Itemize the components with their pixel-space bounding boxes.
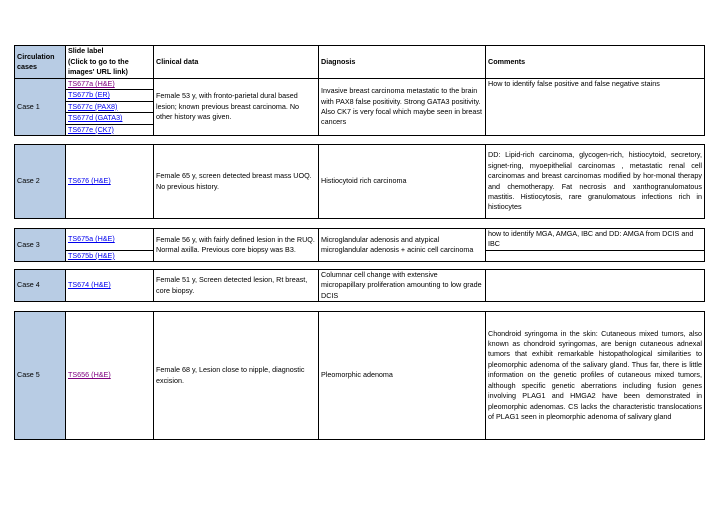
header-slide-label-hint: (Click to go to the images' URL link) [68,56,129,77]
case1-link-e[interactable] [66,124,154,135]
case1-comment: How to identify false positive and false negative stains [486,79,705,136]
case5-label: Case 5 [15,312,66,440]
slide-link[interactable]: TS677c (PAX8) [68,101,118,111]
case2-label: Case 2 [15,145,66,219]
case1-link-d[interactable] [66,113,154,124]
case4-link-cell[interactable] [66,270,154,302]
slide-link[interactable]: TS674 (H&E) [68,280,111,290]
case1-link-c[interactable] [66,101,154,112]
case3-link-b[interactable] [66,250,154,261]
table-row [15,270,705,302]
slide-link[interactable]: TS675b (H&E) [68,250,115,260]
case4-table [14,269,705,302]
header-circulation-cases: Circulation cases [15,46,66,79]
header-row [15,46,705,79]
case3-comment: how to identify MGA, AMGA, IBC and DD: AMGA from DCIS and IBC [486,229,705,251]
case2-diagnosis: Histiocytoid rich carcinoma [319,145,486,219]
slide-link[interactable]: TS676 (H&E) [68,176,111,186]
header-clinical-data: Clinical data [154,46,319,79]
slide-link[interactable]: TS677a (H&E) [68,79,115,88]
case3-diagnosis: Microglandular adenosis and atypical microglandular adenosis + acinic cell carcinoma [319,229,486,262]
case2-link-cell[interactable] [66,145,154,219]
case1-table [14,45,705,136]
case5-table [14,311,705,440]
case4-clinical: Female 51 y, Screen detected lesion, Rt breast, core biopsy. [154,270,319,302]
slide-link[interactable]: TS675a (H&E) [68,234,115,244]
slide-link[interactable]: TS677d (GATA3) [68,113,123,123]
table-row [15,312,705,440]
case3-table [14,228,705,262]
slide-link[interactable]: TS677e (CK7) [68,124,114,134]
case2-table [14,144,705,219]
header-slide-label [66,46,154,79]
table-row [15,79,705,90]
case3-comment-empty [486,250,705,261]
case5-diagnosis: Pleomorphic adenoma [319,312,486,440]
case5-comment: Chondroid syringoma in the skin: Cutaneous mixed tumors, also known as chondroid syringomas, are benign cutaneous adnexal tumors that exhibit remarkable histopathological similarities to pleomorphic adenoma of the salivary gland. Thus far, there is little information on the genetic profiles of cutaneous mixed tumors, although specific genetic aberrations including fusion genes involving PLAG1 and HMGA2 have been demonstrated in pleomorphic adenomas. CS lacks the characteristic translocations of PLAG1 seen in pleomorphic adenoma of salivary gland [486,312,705,440]
case1-link-b[interactable] [66,90,154,101]
header-diagnosis: Diagnosis [319,46,486,79]
case2-clinical: Female 65 y, screen detected breast mass UOQ. No previous history. [154,145,319,219]
case4-comment [486,270,705,302]
table-row [15,145,705,219]
slide-link[interactable]: TS677b (ER) [68,90,110,100]
case4-label: Case 4 [15,270,66,302]
case3-link-a[interactable] [66,229,154,251]
slide-link[interactable]: TS656 (H&E) [68,370,111,380]
case4-diagnosis: Columnar cell change with extensive micropapillary proliferation amounting to low grade DCIS [319,270,486,302]
case3-label: Case 3 [15,229,66,262]
case5-link-cell[interactable] [66,312,154,440]
header-comments: Comments [486,46,705,79]
case1-clinical: Female 53 y, with fronto-parietal dural based lesion; known previous breast carcinoma. No other history was given. [154,79,319,136]
case1-link-a[interactable] [66,79,154,90]
case1-diagnosis: Invasive breast carcinoma metastatic to the brain with PAX8 false positivity. Strong GATA3 positivity. Also CK7 is very focal which maybe seen in breast cancers [319,79,486,136]
case3-clinical: Female 56 y, with fairly defined lesion in the RUQ. Normal axilla. Previous core biopsy was B3. [154,229,319,262]
case1-label: Case 1 [15,79,66,136]
case2-comment: DD: Lipid-rich carcinoma, glycogen-rich, histiocytoid, secretory, signet-ring, myoepithelial carcinomas , metastatic renal cell carcinomas and breast carcinomas modified by hor-monal therapy and chemotherapy. Fat necrosis and xanthogranulomatous mastitis. Histiocytosis, rare granulomatous infections rich in histiocytes [486,145,705,219]
header-slide-label-title: Slide label [68,46,104,56]
table-row [15,229,705,251]
case5-clinical: Female 68 y, Lesion close to nipple, diagnostic excision. [154,312,319,440]
